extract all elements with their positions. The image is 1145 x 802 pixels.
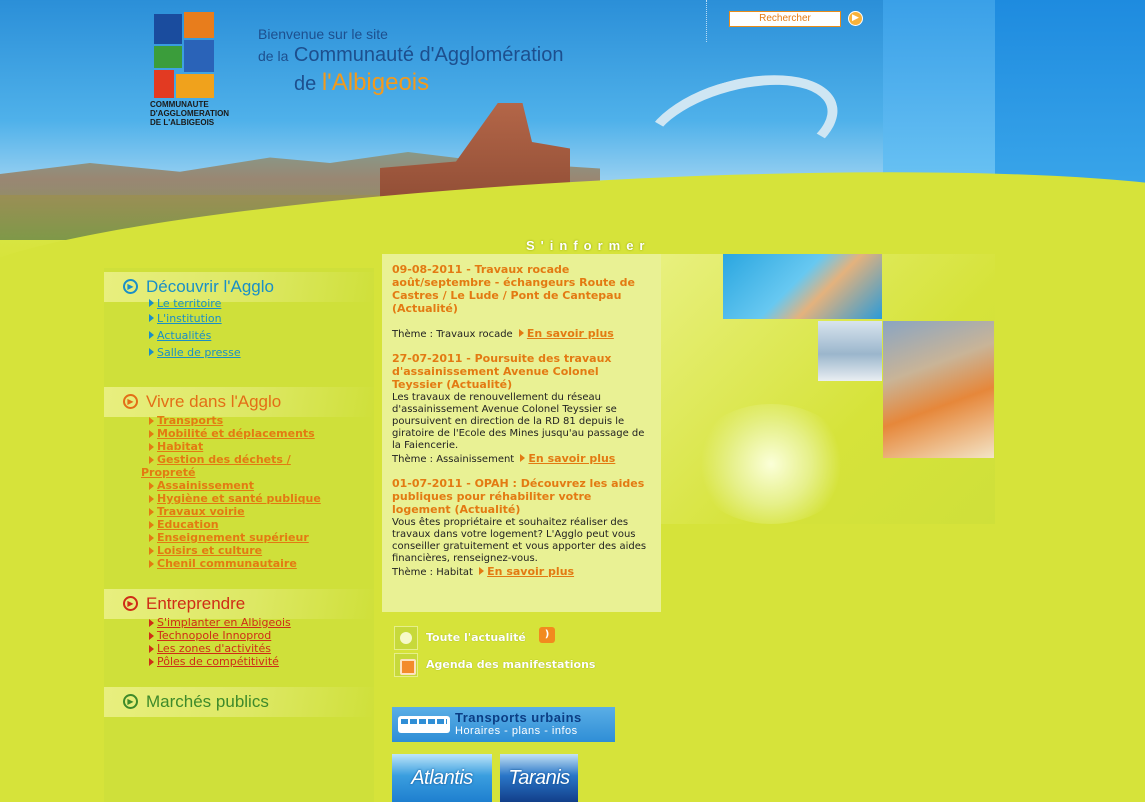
- read-more-link[interactable]: En savoir plus: [519, 327, 614, 340]
- welcome-line-3: [294, 69, 563, 97]
- menu-link[interactable]: Technopole Innoprod: [149, 629, 374, 642]
- menu-link[interactable]: Mobilité et déplacements: [149, 427, 374, 440]
- read-more-link[interactable]: En savoir plus: [520, 452, 615, 465]
- menu-link[interactable]: Salle de presse: [149, 345, 374, 360]
- menu-vivre: [104, 387, 374, 570]
- calendar-icon: [394, 653, 418, 677]
- menu-link[interactable]: L'institution: [149, 311, 374, 326]
- menu-entreprendre-header[interactable]: [104, 589, 374, 619]
- menu-marches-header[interactable]: [104, 687, 374, 717]
- news-title[interactable]: 27-07-2011 - Poursuite des travaux d'assainissement Avenue Colonel Teyssier (Actualité): [392, 352, 612, 391]
- menu-decouvrir: [104, 272, 374, 360]
- menu-link[interactable]: S'implanter en Albigeois: [149, 616, 374, 629]
- menu-link[interactable]: Hygiène et santé publique: [149, 492, 374, 505]
- light-glow: [691, 404, 851, 524]
- welcome-line-2-prefix: de la: [258, 48, 289, 64]
- menu-decouvrir-list: [104, 296, 374, 360]
- rss-icon[interactable]: ): [539, 627, 555, 643]
- welcome-line-1: Bienvenue sur le site: [258, 26, 388, 42]
- menu-link[interactable]: Assainissement: [149, 479, 374, 492]
- transport-banner[interactable]: [392, 707, 615, 742]
- menu-link-continuation[interactable]: Propreté: [141, 466, 196, 479]
- taranis-label: Taranis: [508, 767, 570, 789]
- logo-tile: [184, 12, 214, 38]
- menu-vivre-header[interactable]: [104, 387, 374, 417]
- menu-link[interactable]: Loisirs et culture: [149, 544, 374, 557]
- menu-link[interactable]: Chenil communautaire: [149, 557, 374, 570]
- news-item: [392, 352, 651, 466]
- news-theme-line: [392, 566, 651, 579]
- site-header: [0, 0, 1145, 268]
- transport-title: Transports urbains: [455, 710, 582, 725]
- menu-link[interactable]: Habitat: [149, 440, 374, 453]
- classroom-photo: [883, 321, 994, 458]
- logo-tile: [184, 40, 214, 72]
- menu-entreprendre: [104, 589, 374, 668]
- news-theme-line: [392, 328, 651, 341]
- header-blue-panel: [995, 0, 1145, 195]
- all-news-label: Toute l'actualité: [426, 631, 526, 644]
- menu-decouvrir-title: Découvrir l'Agglo: [146, 277, 274, 296]
- menu-vivre-title: Vivre dans l'Agglo: [146, 392, 282, 411]
- menu-link-dechets[interactable]: [149, 453, 374, 466]
- news-item: [392, 263, 651, 341]
- menu-vivre-list: [104, 414, 374, 570]
- bus-icon: [398, 716, 450, 733]
- logo-text: COMMUNAUTE D'AGGLOMERATION DE L'ALBIGEOIS: [150, 100, 230, 127]
- menu-separator: /: [286, 453, 291, 466]
- menu-entreprendre-list: [104, 616, 374, 668]
- taranis-banner[interactable]: [500, 754, 578, 802]
- news-body: Vous êtes propriétaire et souhaitez réaliser des travaux dans votre logement? L'Agglo peut vous conseiller gratuitement et vous apporter des aides financières, renseignez-vous.: [392, 517, 647, 564]
- map-icon: [394, 626, 418, 650]
- transport-subtitle: Horaires - plans - infos: [455, 725, 578, 737]
- circle-arrow-icon: ▶: [123, 596, 138, 611]
- section-label: S'informer: [526, 238, 651, 253]
- logo-tile: [154, 46, 182, 68]
- header-sky-panel: [883, 0, 995, 195]
- news-theme-line: [392, 453, 651, 466]
- logo-tile: [176, 74, 214, 98]
- news-panel: [382, 254, 661, 612]
- news-theme: Thème : Assainissement: [392, 454, 515, 465]
- office-photo: [818, 321, 882, 381]
- atlantis-label: Atlantis: [411, 767, 473, 789]
- menu-link[interactable]: Les zones d'activités: [149, 642, 374, 655]
- menu-link[interactable]: Pôles de compétitivité: [149, 655, 374, 668]
- read-more-link[interactable]: En savoir plus: [479, 565, 574, 578]
- menu-marches: [104, 687, 374, 717]
- agenda-link[interactable]: [394, 653, 654, 677]
- menu-link[interactable]: Enseignement supérieur: [149, 531, 374, 544]
- search-input[interactable]: Rechercher: [729, 11, 841, 27]
- all-news-link[interactable]: [394, 626, 654, 650]
- menu-link-label: Gestion des déchets: [157, 453, 283, 466]
- welcome-line-2-text: Communauté d'Agglomération: [293, 44, 564, 66]
- news-title[interactable]: 09-08-2011 - Travaux rocade août/septembre - échangeurs Route de Castres / Le Lude / Pont de Cantepau (Actualité): [392, 263, 635, 315]
- atlantis-banner[interactable]: [392, 754, 492, 802]
- menu-link[interactable]: Actualités: [149, 328, 374, 343]
- logo-tile: [154, 70, 174, 98]
- menu-link[interactable]: Travaux voirie: [149, 505, 374, 518]
- menu-entreprendre-title: Entreprendre: [146, 594, 246, 613]
- welcome-line-2: [258, 44, 563, 67]
- welcome-line-3-text: l'Albigeois: [321, 69, 430, 96]
- search-submit-button[interactable]: ▶: [848, 11, 863, 26]
- news-theme: Thème : Travaux rocade: [392, 329, 513, 340]
- agenda-label: Agenda des manifestations: [426, 658, 596, 671]
- menu-link[interactable]: Education: [149, 518, 374, 531]
- swimming-photo: [723, 254, 882, 319]
- circle-arrow-icon: ▶: [123, 394, 138, 409]
- news-body: Les travaux de renouvellement du réseau d'assainissement Avenue Colonel Teyssier se poursuivent en direction de la RD 81 depuis le giratoire de l'Ecole des Mines jusqu'au passage de la Faiencerie.: [392, 392, 645, 451]
- search-area: [706, 0, 883, 42]
- welcome-title: [258, 26, 563, 97]
- logo-tile: [154, 14, 182, 44]
- circle-arrow-icon: ▶: [123, 694, 138, 709]
- news-item: [392, 477, 651, 579]
- welcome-line-3-prefix: de: [294, 73, 317, 95]
- menu-link[interactable]: Le territoire: [149, 296, 374, 311]
- circle-arrow-icon: ▶: [123, 279, 138, 294]
- left-navigation: [104, 268, 374, 802]
- news-theme: Thème : Habitat: [392, 567, 473, 578]
- menu-link[interactable]: Transports: [149, 414, 374, 427]
- news-title[interactable]: 01-07-2011 - OPAH : Découvrez les aides publiques pour réhabiliter votre logement (Actualité): [392, 477, 645, 516]
- menu-marches-title: Marchés publics: [146, 692, 269, 711]
